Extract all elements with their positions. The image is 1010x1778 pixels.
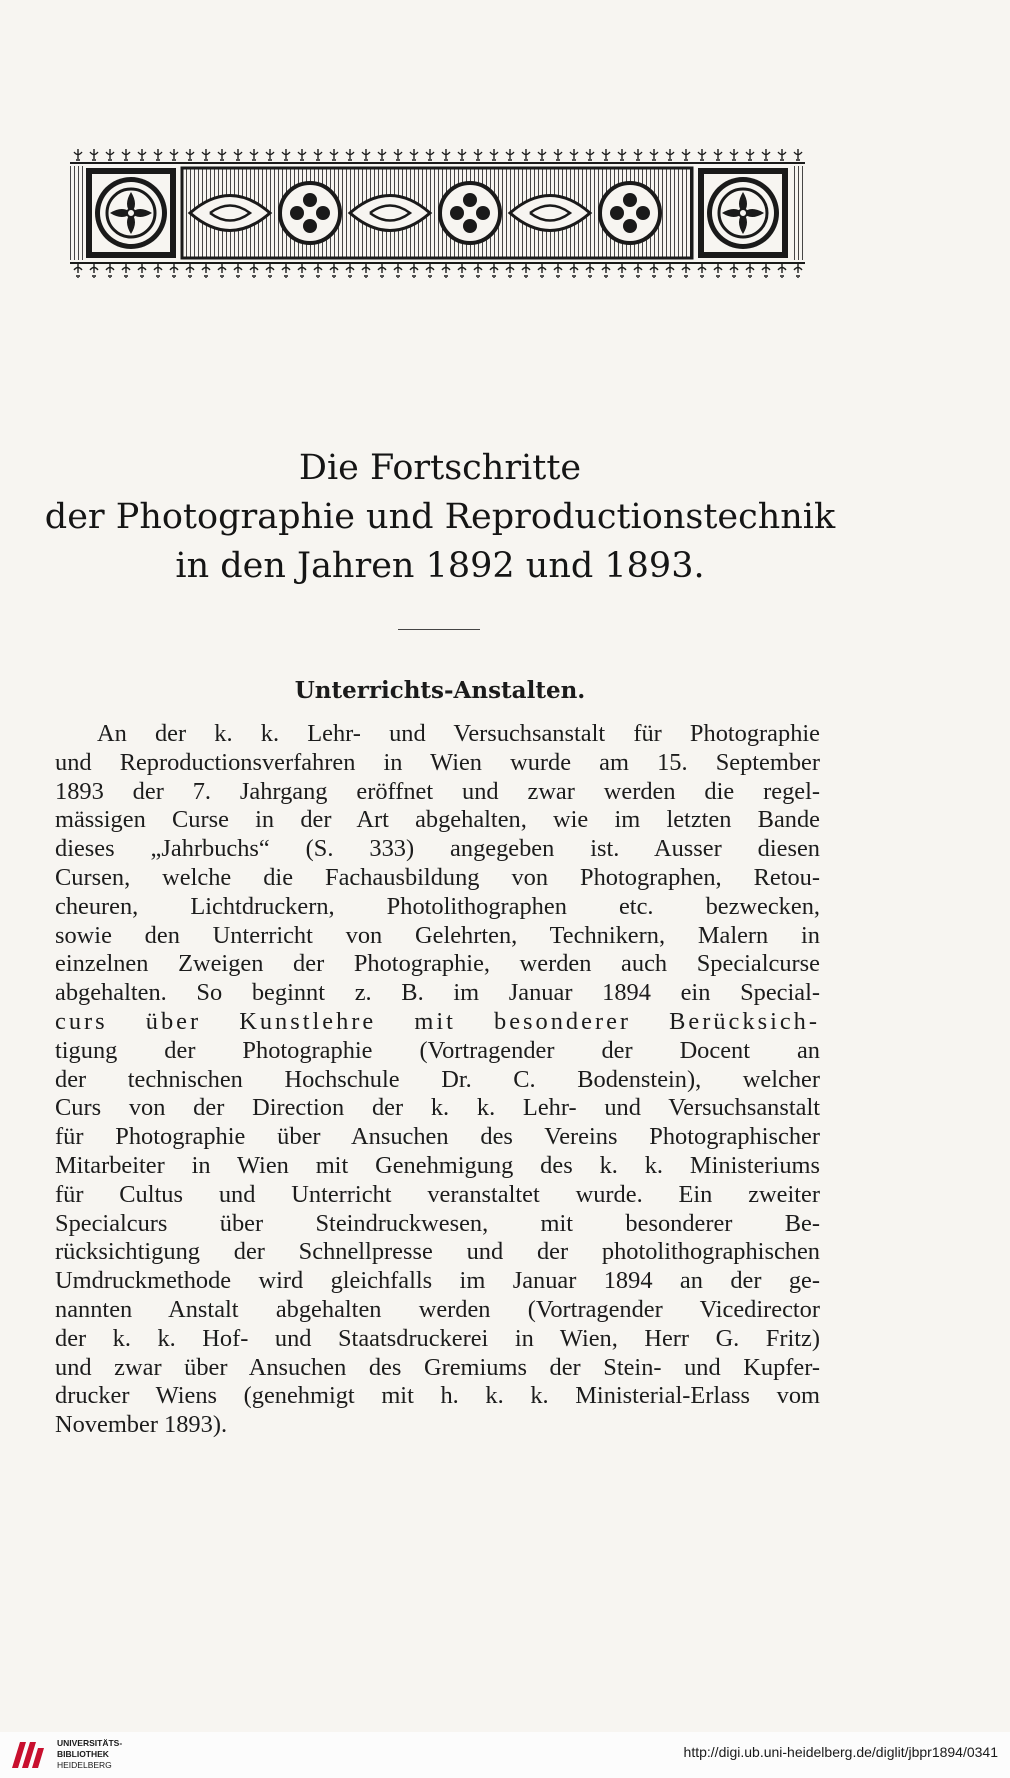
text-line: sowie den Unterricht von Gelehrten, Technikern, Malern in	[55, 921, 820, 949]
text-line: drucker Wiens (genehmigt mit h. k. k. Ministerial-Erlass vom	[55, 1382, 820, 1410]
title-line-2: der Photographie und Reproductionstechnik	[44, 497, 836, 537]
text-line: 1893 der 7. Jahrgang eröffnet und zwar werden die regel-	[55, 777, 820, 805]
text-line: cheuren, Lichtdruckern, Photolithographen etc. bezwecken,	[55, 892, 820, 920]
library-line-3: HEIDELBERG	[57, 1760, 112, 1770]
left-medallion	[86, 168, 176, 258]
text-line: der technischen Hochschule Dr. C. Bodenstein), welcher	[55, 1065, 820, 1093]
title-divider	[398, 629, 480, 630]
library-line-2: BIBLIOTHEK	[57, 1749, 109, 1759]
ornamental-header-band	[70, 148, 805, 280]
text-line: Specialcurs über Steindruckwesen, mit besonderer Be-	[55, 1209, 820, 1237]
title-line-3: in den Jahren 1892 und 1893.	[175, 546, 705, 586]
text-line: für Photographie über Ansuchen des Vereins Photographischer	[55, 1123, 820, 1151]
text-line: und Reproductionsverfahren in Wien wurde am 15. September	[55, 748, 820, 776]
text-line: nannten Anstalt abgehalten werden (Vortragender Vicedirector	[55, 1295, 820, 1323]
page-title	[0, 444, 880, 591]
text-line: mässigen Curse in der Art abgehalten, wie im letzten Bande	[55, 806, 820, 834]
text-line: Umdruckmethode wird gleichfalls im Januar 1894 an der ge-	[55, 1267, 820, 1295]
body-paragraph	[55, 720, 820, 1440]
text-line: abgehalten. So beginnt z. B. im Januar 1894 ein Special-	[55, 979, 820, 1007]
section-heading: Unterrichts-Anstalten.	[294, 677, 586, 704]
library-name	[57, 1738, 122, 1771]
right-medallion	[698, 168, 788, 258]
text-line: November 1893).	[55, 1411, 228, 1439]
text-line: dieses „Jahrbuchs“ (S. 333) angegeben ist. Ausser diesen	[55, 835, 820, 863]
central-band	[182, 168, 692, 258]
text-line: Mitarbeiter in Wien mit Genehmigung des k. k. Ministeriums	[55, 1151, 820, 1179]
text-line: einzelnen Zweigen der Photographie, werden auch Specialcurse	[55, 950, 820, 978]
text-line: Curs von der Direction der k. k. Lehr- und Versuchsanstalt	[55, 1094, 820, 1122]
title-line-1: Die Fortschritte	[298, 448, 582, 488]
text-line: curs über Kunstlehre mit besonderer Berücksich-	[55, 1007, 820, 1035]
text-line: Cursen, welche die Fachausbildung von Photographen, Retou-	[55, 863, 820, 891]
text-line: und zwar über Ansuchen des Gremiums der Stein- und Kupfer-	[55, 1353, 820, 1381]
library-line-1: UNIVERSITÄTS-	[57, 1738, 123, 1748]
text-line: für Cultus und Unterricht veranstaltet wurde. Ein zweiter	[55, 1180, 820, 1208]
library-logo-icon	[10, 1738, 46, 1770]
text-line: tigung der Photographie (Vortragender der Docent an	[55, 1036, 820, 1064]
digitization-footer	[0, 1732, 1010, 1778]
text-line: An der k. k. Lehr- und Versuchsanstalt für Photographie	[97, 720, 820, 747]
text-line: der k. k. Hof- und Staatsdruckerei in Wien, Herr G. Fritz)	[55, 1324, 820, 1352]
text-line: rücksichtigung der Schnellpresse und der photolithographischen	[55, 1238, 820, 1266]
source-url-link[interactable]: http://digi.ub.uni-heidelberg.de/diglit/jbpr1894/0341	[683, 1744, 998, 1760]
